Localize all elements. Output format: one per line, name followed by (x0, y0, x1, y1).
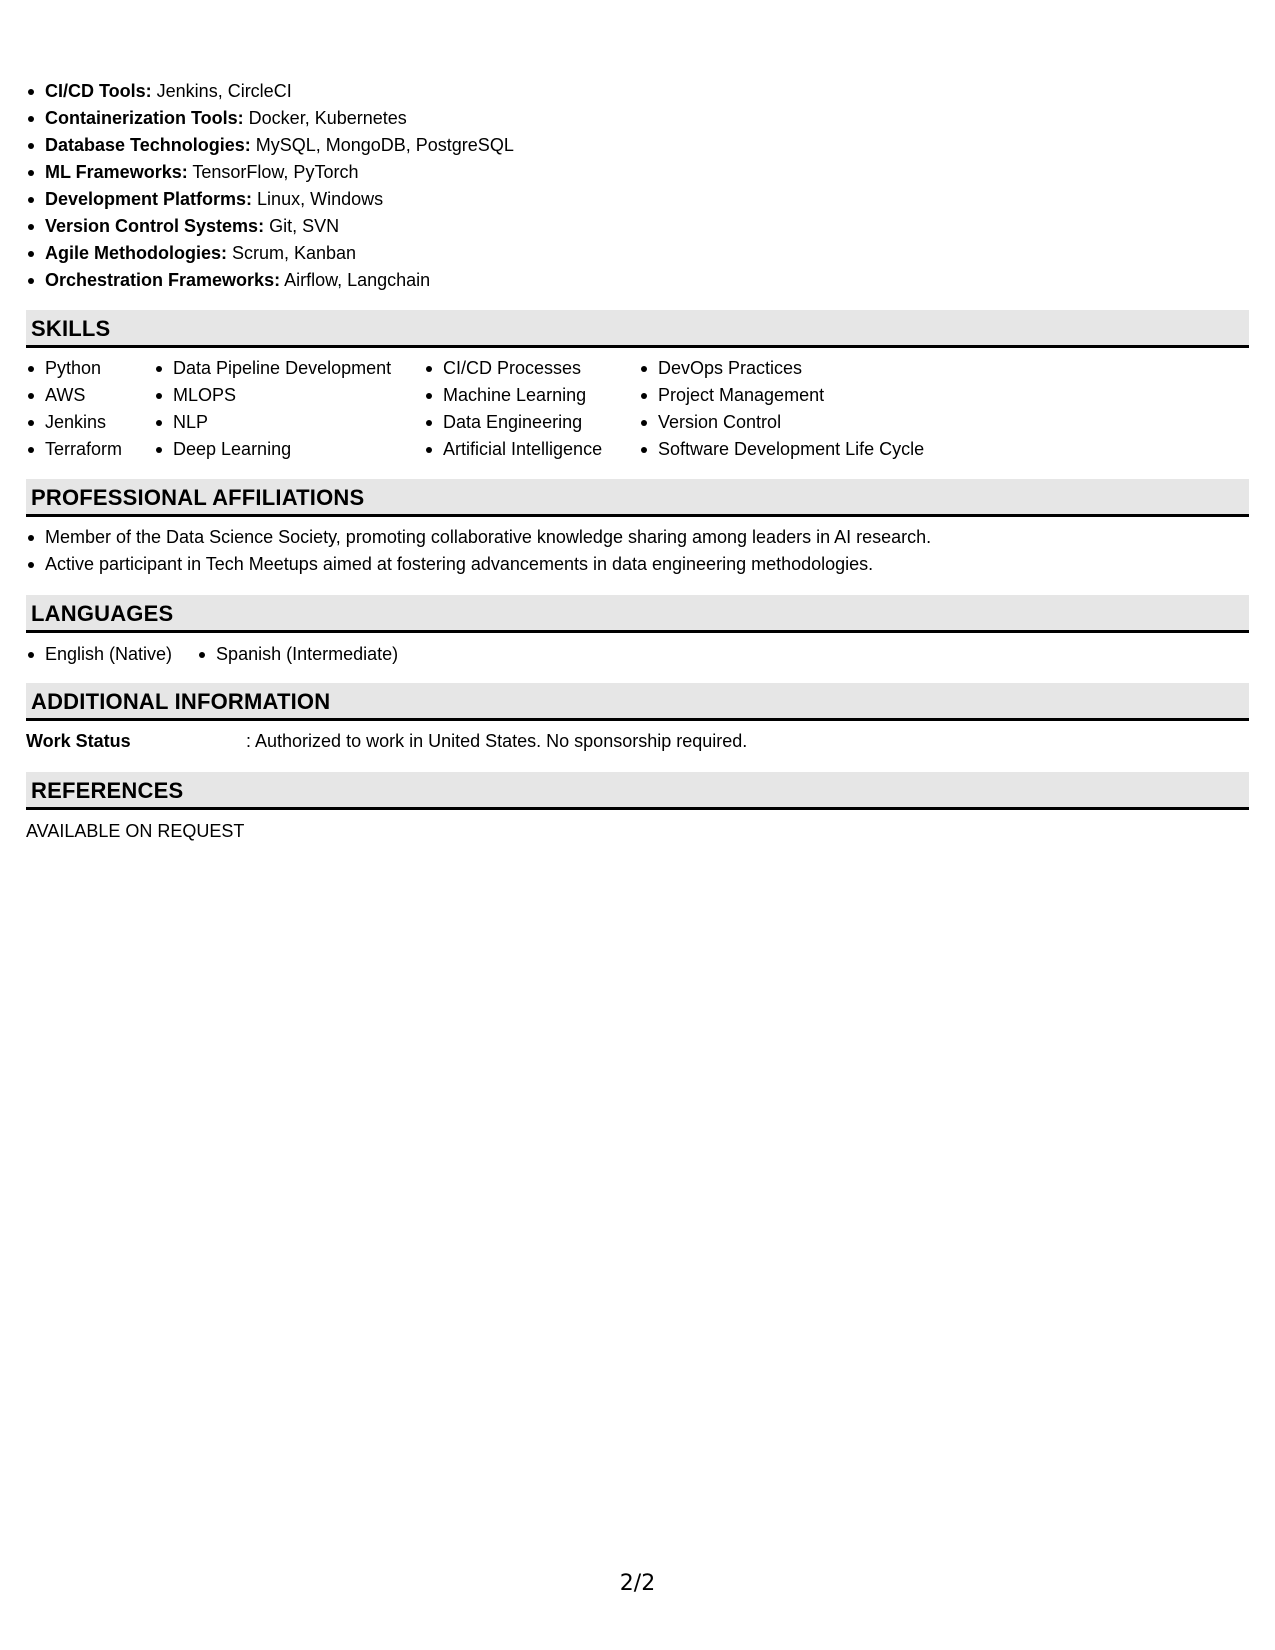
tool-label: Agile Methodologies: (45, 243, 227, 263)
skill-item: Data Pipeline Development (154, 355, 424, 382)
skill-item: Data Engineering (424, 409, 639, 436)
skill-item: Terraform (26, 436, 154, 463)
work-status-value: : Authorized to work in United States. No sponsorship required. (246, 731, 748, 751)
skill-item: Python (26, 355, 154, 382)
tool-label: Development Platforms: (45, 189, 253, 209)
tool-label: ML Frameworks: (45, 162, 188, 182)
language-item: English (Native) (26, 641, 172, 668)
tool-label: Database Technologies: (45, 135, 251, 155)
technical-tools-list (26, 78, 1249, 294)
work-status-label: Work Status (26, 731, 131, 751)
skills-section-header: SKILLS (26, 310, 1249, 348)
tool-label: CI/CD Tools: (45, 81, 152, 101)
affiliations-list (26, 524, 1249, 578)
tool-label: Version Control Systems: (45, 216, 265, 236)
skill-item: Version Control (639, 409, 939, 436)
tool-value: Airflow, Langchain (280, 270, 431, 290)
skill-item: Software Development Life Cycle (639, 436, 939, 463)
page-number: 2/2 (619, 1571, 656, 1596)
tool-value: Linux, Windows (252, 189, 384, 209)
skill-item: Project Management (639, 382, 939, 409)
languages-section-header: LANGUAGES (26, 595, 1249, 633)
tool-value: Docker, Kubernetes (243, 108, 407, 128)
list-item (26, 213, 1249, 240)
list-item (26, 105, 1249, 132)
list-item (26, 186, 1249, 213)
list-item (26, 159, 1249, 186)
skill-item: Machine Learning (424, 382, 639, 409)
skill-item: Deep Learning (154, 436, 424, 463)
skills-grid (26, 355, 1249, 463)
resume-page (26, 78, 1249, 845)
skills-column (424, 355, 639, 463)
skills-column (639, 355, 939, 463)
skill-item: Jenkins (26, 409, 154, 436)
additional-info-section-header: ADDITIONAL INFORMATION (26, 683, 1249, 721)
affiliation-item: Member of the Data Science Society, promoting collaborative knowledge sharing among leaders in AI research. (26, 524, 1249, 551)
languages-list (26, 641, 1249, 668)
tool-label: Orchestration Frameworks: (45, 270, 281, 290)
list-item (26, 78, 1249, 105)
tool-value: Jenkins, CircleCI (151, 81, 292, 101)
affiliations-section-header: PROFESSIONAL AFFILIATIONS (26, 479, 1249, 517)
references-section-header: REFERENCES (26, 772, 1249, 810)
skill-item: NLP (154, 409, 424, 436)
skill-item: AWS (26, 382, 154, 409)
skill-item: Artificial Intelligence (424, 436, 639, 463)
skills-column (26, 355, 154, 463)
skill-item: MLOPS (154, 382, 424, 409)
work-status-row (26, 728, 1249, 755)
language-item: Spanish (Intermediate) (197, 641, 398, 668)
list-item (26, 240, 1249, 267)
tool-label: Containerization Tools: (45, 108, 244, 128)
affiliation-item: Active participant in Tech Meetups aimed at fostering advancements in data engineering methodologies. (26, 551, 1249, 578)
list-item (26, 132, 1249, 159)
skill-item: CI/CD Processes (424, 355, 639, 382)
skill-item: DevOps Practices (639, 355, 939, 382)
tool-value: TensorFlow, PyTorch (187, 162, 359, 182)
tool-value: MySQL, MongoDB, PostgreSQL (250, 135, 514, 155)
references-text: AVAILABLE ON REQUEST (26, 821, 245, 841)
list-item (26, 267, 1249, 294)
tool-value: Scrum, Kanban (227, 243, 357, 263)
tool-value: Git, SVN (264, 216, 340, 236)
skills-column (154, 355, 424, 463)
